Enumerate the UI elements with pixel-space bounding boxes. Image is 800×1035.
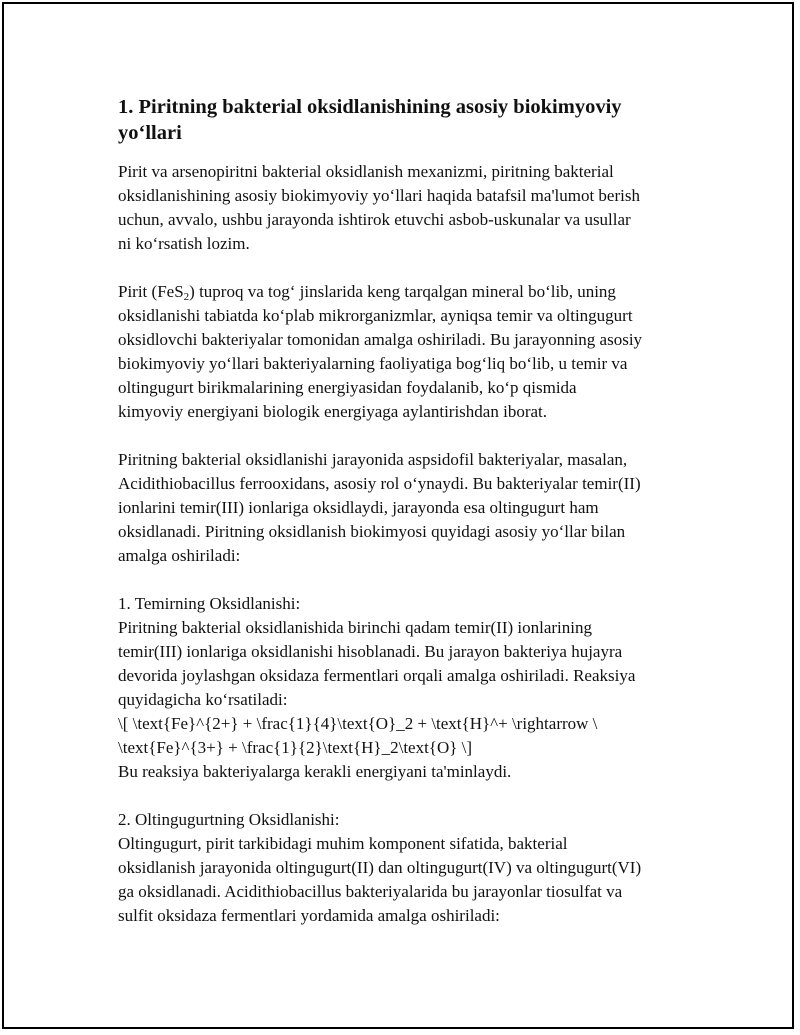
text-line: uchun, avvalo, ushbu jarayonda ishtirok etuvchi asbob-uskunalar va usullar bbox=[118, 210, 631, 229]
text-line: sulfit oksidaza fermentlari yordamida amalga oshiriladi: bbox=[118, 906, 500, 925]
paragraph-iron-oxidation bbox=[118, 592, 690, 784]
text-line: temir(III) ionlariga oksidlanishi hisoblanadi. Bu jarayon bakteriya hujayra bbox=[118, 642, 623, 661]
heading-line: 1. Piritning bakterial oksidlanishining asosiy biokimyoviy bbox=[118, 96, 622, 118]
heading-line: yo‘llari bbox=[118, 122, 182, 144]
document-body bbox=[118, 94, 690, 952]
text-line: oksidlovchi bakteriyalar tomonidan amalga oshiriladi. Bu jarayonning asosiy bbox=[118, 330, 643, 349]
text-line: biokimyoviy yo‘llari bakteriyalarning faoliyatiga bog‘liq bo‘lib, u temir va bbox=[118, 354, 628, 373]
text-line: oksidlanishining asosiy biokimyoviy yo‘llari haqida batafsil ma'lumot berish bbox=[118, 186, 640, 205]
paragraph-pyrite bbox=[118, 280, 690, 424]
text-line: oksidlanish jarayonida oltingugurt(II) dan oltingugurt(IV) va oltingugurt(VI) bbox=[118, 858, 642, 877]
text-line: oksidlanadi. Piritning oksidlanish biokimyosi quyidagi asosiy yo‘llar bilan bbox=[118, 522, 626, 541]
subscript: 2 bbox=[183, 291, 190, 303]
subheading-line: 2. Oltingugurtning Oksidlanishi: bbox=[118, 810, 340, 829]
text-line: quyidagicha ko‘rsatiladi: bbox=[118, 690, 288, 709]
text-line: oltingugurt birikmalarining energiyasidan foydalanib, ko‘p qismida bbox=[118, 378, 577, 397]
text-line: Oltingugurt, pirit tarkibidagi muhim komponent sifatida, bakterial bbox=[118, 834, 568, 853]
text-line bbox=[118, 280, 690, 304]
text-line: Bu reaksiya bakteriyalarga kerakli energiyani ta'minlaydi. bbox=[118, 762, 512, 781]
text-line: Piritning bakterial oksidlanishida birinchi qadam temir(II) ionlarining bbox=[118, 618, 592, 637]
text-line: ni ko‘rsatish lozim. bbox=[118, 234, 250, 253]
text-line: Pirit va arsenopiritni bakterial oksidlanish mexanizmi, piritning bakterial bbox=[118, 162, 614, 181]
paragraph-intro bbox=[118, 160, 690, 256]
text-line: Piritning bakterial oksidlanishi jarayonida aspsidofil bakteriyalar, masalan, bbox=[118, 450, 628, 469]
formula-line: \[ \text{Fe}^{2+} + \frac{1}{4}\text{O}_2 + \text{H}^+ \rightarrow \ bbox=[118, 714, 598, 733]
text-line: devorida joylashgan oksidaza fermentlari orqali amalga oshiriladi. Reaksiya bbox=[118, 666, 636, 685]
text-line: oksidlanishi tabiatda ko‘plab mikrorganizmlar, ayniqsa temir va oltingugurt bbox=[118, 306, 633, 325]
text-line: ionlarini temir(III) ionlariga oksidlaydi, jarayonda esa oltingugurt ham bbox=[118, 498, 599, 517]
paragraph-bacteria bbox=[118, 448, 690, 568]
text-line: amalga oshiriladi: bbox=[118, 546, 241, 565]
text-line: Acidithiobacillus ferrooxidans, asosiy rol o‘ynaydi. Bu bakteriyalar temir(II) bbox=[118, 474, 641, 493]
formula-line: \text{Fe}^{3+} + \frac{1}{2}\text{H}_2\text{O} \] bbox=[118, 738, 473, 757]
section-heading bbox=[118, 94, 690, 146]
text-fragment: ) tuproq va tog‘ jinslarida keng tarqalgan mineral bo‘lib, uning bbox=[189, 282, 616, 301]
paragraph-sulfur-oxidation bbox=[118, 808, 690, 928]
text-line: ga oksidlanadi. Acidithiobacillus bakteriyalarida bu jarayonlar tiosulfat va bbox=[118, 882, 623, 901]
text-line: kimyoviy energiyani biologik energiyaga aylantirishdan iborat. bbox=[118, 402, 547, 421]
text-fragment: Pirit (FeS bbox=[118, 282, 184, 301]
subheading-line: 1. Temirning Oksidlanishi: bbox=[118, 594, 301, 613]
